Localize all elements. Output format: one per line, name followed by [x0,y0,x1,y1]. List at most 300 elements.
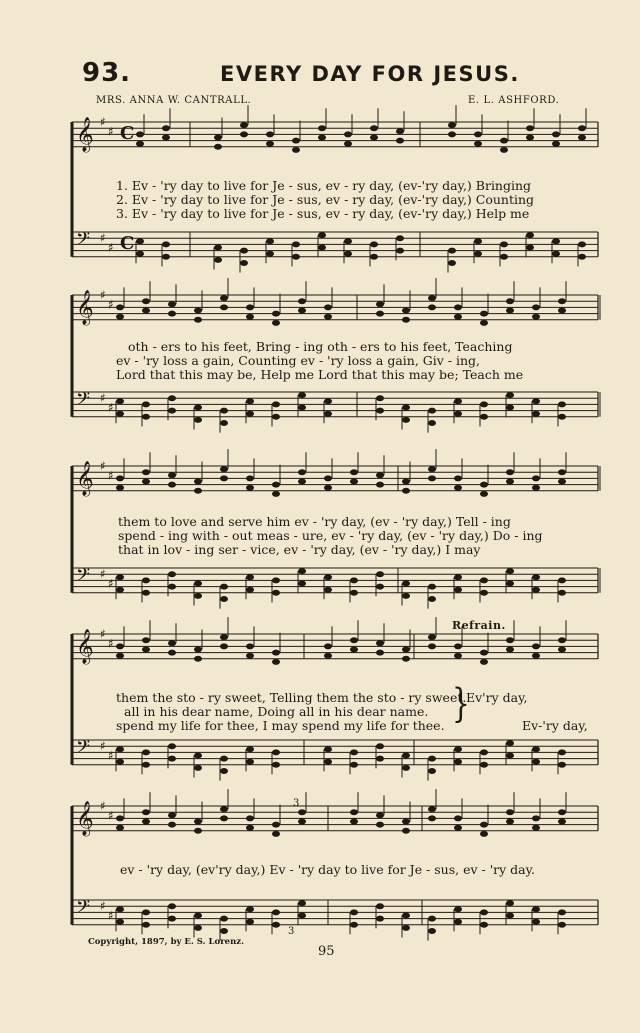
note-head [376,640,384,646]
note-head [266,131,274,137]
note-head [376,584,384,590]
note-head [168,812,176,818]
note-head [220,806,228,812]
note-head [168,743,176,749]
note-head [532,906,540,912]
note-head [292,254,300,260]
note-head [116,475,124,481]
note-head [506,479,514,485]
treble-clef: 𝄞 [76,461,94,496]
note-head [500,241,508,247]
note-head [324,475,332,481]
note-head [220,916,228,922]
note-head [376,301,384,307]
note-head [532,485,540,491]
note-head [376,571,384,577]
note-head [428,596,436,602]
note-head [272,909,280,915]
note-head [402,488,410,494]
note-head [272,650,280,656]
page-number: 95 [318,944,335,959]
note-head [324,587,332,593]
note-head [558,469,566,475]
note-head [454,314,462,320]
note-head [506,900,514,906]
note-head [506,469,514,475]
note-head [168,916,176,922]
note-head [162,125,170,131]
note-head [370,241,378,247]
note-head [324,746,332,752]
note-head [526,232,534,238]
note-head [402,828,410,834]
note-head [474,131,482,137]
note-head [272,414,280,420]
note-head [454,475,462,481]
note-head [246,815,254,821]
note-head [370,135,378,141]
note-head [370,254,378,260]
note-head [428,928,436,934]
note-head [142,909,150,915]
note-head [454,825,462,831]
note-head [298,809,306,815]
lyric-line: oth - ers to his feet, Bring - ing oth - ers to his feet, Teaching [128,339,513,354]
note-head [344,251,352,257]
note-head [350,469,358,475]
note-head [298,819,306,825]
treble-clef: 𝄞 [76,629,94,664]
note-head [526,135,534,141]
note-head [240,131,248,137]
sharp-sign: ♯ [100,288,106,302]
note-head [142,647,150,653]
note-head [272,590,280,596]
note-head [168,482,176,488]
note-head [240,122,248,128]
note-head [246,759,254,765]
lyric-line: them the sto - ry sweet, Telling them the sto - ry sweet. [116,690,467,705]
note-head [428,466,436,472]
note-head [506,637,514,643]
note-head [136,141,144,147]
note-head [324,759,332,765]
note-head [376,743,384,749]
sharp-sign: ♯ [108,240,114,255]
note-head [558,308,566,314]
lyric-line: spend my life for thee, I may spend my life for thee. [116,718,445,733]
note-head [428,806,436,812]
note-head [194,581,202,587]
note-head [506,913,514,919]
note-head [194,308,202,314]
note-head [272,311,280,317]
note-head [558,762,566,768]
treble-clef: 𝄞 [76,117,94,152]
note-head [168,311,176,317]
note-head [246,411,254,417]
note-head [506,298,514,304]
note-head [220,928,228,934]
note-head [246,919,254,925]
note-head [344,141,352,147]
note-head [116,314,124,320]
note-head [116,919,124,925]
note-head [376,408,384,414]
note-head [350,577,358,583]
note-head [168,472,176,478]
note-head [194,647,202,653]
sharp-sign: ♯ [108,808,114,823]
note-head [350,922,358,928]
note-head [220,768,228,774]
note-head [350,749,358,755]
note-head [454,574,462,580]
note-head [350,819,358,825]
note-head [266,238,274,244]
sharp-sign: ♯ [108,636,114,651]
note-head [272,831,280,837]
note-head [292,147,300,153]
triplet-mark: 3 [293,798,300,809]
note-head [344,238,352,244]
note-head [532,398,540,404]
note-head [194,479,202,485]
sharp-sign: ♯ [100,115,106,129]
note-head [168,571,176,577]
note-head [220,304,228,310]
note-head [500,138,508,144]
note-head [454,759,462,765]
note-head [116,643,124,649]
note-head [480,320,488,326]
note-head [220,643,228,649]
lyric-line: them to love and serve him ev - 'ry day, (ev - 'ry day,) Tell - ing [118,514,511,529]
note-head [142,414,150,420]
note-head [448,122,456,128]
note-head [142,762,150,768]
copyright-notice: Copyright, 1897, by E. S. Lorenz. [88,937,245,947]
note-head [318,135,326,141]
note-head [402,656,410,662]
note-head [272,922,280,928]
note-head [558,819,566,825]
note-head [402,765,410,771]
lyric-line: 1. Ev - 'ry day to live for Je - sus, ev - ry day, (ev-'ry day,) Bringing [116,178,532,193]
note-head [578,254,586,260]
note-head [298,913,306,919]
note-head [292,241,300,247]
sharp-sign: ♯ [108,468,114,483]
note-head [246,906,254,912]
note-head [558,637,566,643]
treble-clef: 𝄞 [76,290,94,325]
note-head [402,317,410,323]
note-head [168,584,176,590]
note-head [116,587,124,593]
note-head [500,254,508,260]
note-head [402,417,410,423]
note-head [376,650,384,656]
bass-clef: 𝄢 [76,229,91,254]
note-head [558,749,566,755]
note-head [220,756,228,762]
note-head [240,260,248,266]
note-head [246,746,254,752]
note-head [142,298,150,304]
note-head [142,469,150,475]
note-head [272,659,280,665]
note-head [532,411,540,417]
sharp-sign: ♯ [100,459,106,473]
bass-clef: 𝄢 [76,737,91,762]
sharp-sign: ♯ [100,627,106,641]
lyric-line: ev - 'ry loss a gain, Counting ev - 'ry loss a gain, Giv - ing, [116,353,481,368]
note-head [428,304,436,310]
note-head [350,762,358,768]
note-head [220,596,228,602]
note-head [428,420,436,426]
note-head [214,245,222,251]
note-head [246,653,254,659]
note-head [246,475,254,481]
note-head [448,260,456,266]
note-head [350,647,358,653]
note-head [532,574,540,580]
note-head [370,125,378,131]
note-head [116,815,124,821]
note-head [526,245,534,251]
note-head [220,584,228,590]
note-head [298,469,306,475]
note-head [558,909,566,915]
note-head [324,411,332,417]
note-head [318,245,326,251]
note-head [142,749,150,755]
note-head [506,809,514,815]
note-head [136,131,144,137]
note-head [116,825,124,831]
note-head [246,485,254,491]
note-head [324,485,332,491]
sharp-sign: ♯ [100,231,106,246]
note-head [552,141,560,147]
note-head [402,647,410,653]
note-head [272,577,280,583]
note-head [162,241,170,247]
note-head [558,401,566,407]
note-head [454,643,462,649]
hymn-number: 93. [82,58,132,88]
note-head [402,308,410,314]
note-head [298,581,306,587]
note-head [318,232,326,238]
note-head [532,825,540,831]
note-head [506,647,514,653]
note-head [448,248,456,254]
note-head [454,653,462,659]
note-head [428,768,436,774]
note-head [272,482,280,488]
note-head [298,308,306,314]
note-head [532,314,540,320]
note-head [292,138,300,144]
note-head [168,822,176,828]
note-head [402,753,410,759]
note-head [350,479,358,485]
note-head [552,251,560,257]
note-head [142,577,150,583]
note-head [454,746,462,752]
note-head [376,395,384,401]
verse-brace: } [452,680,470,727]
note-head [116,906,124,912]
note-head [532,304,540,310]
note-head [532,746,540,752]
note-head [506,740,514,746]
note-head [558,590,566,596]
sharp-sign: ♯ [108,908,114,923]
note-head [344,131,352,137]
refrain-lyric: Ev'ry day, [466,690,528,705]
note-head [376,482,384,488]
note-head [136,251,144,257]
note-head [376,472,384,478]
note-head [552,238,560,244]
note-head [428,475,436,481]
note-head [480,491,488,497]
note-head [194,417,202,423]
note-head [194,405,202,411]
note-head [454,815,462,821]
note-head [298,298,306,304]
note-head [558,922,566,928]
note-head [162,254,170,260]
note-head [428,295,436,301]
hymn-title: EVERY DAY FOR JESUS. [220,62,520,86]
note-head [532,587,540,593]
sharp-sign: ♯ [100,739,106,754]
note-head [428,815,436,821]
note-head [220,408,228,414]
note-head [350,590,358,596]
note-head [246,825,254,831]
note-head [402,581,410,587]
note-head [116,485,124,491]
note-head [246,587,254,593]
note-head [194,753,202,759]
note-head [376,311,384,317]
note-head [214,144,222,150]
sharp-sign: ♯ [100,391,106,406]
note-head [506,581,514,587]
lyric-line: 2. Ev - 'ry day to live for Je - sus, ev - ry day, (ev-'ry day,) Counting [116,192,535,207]
note-head [454,485,462,491]
note-head [194,913,202,919]
note-head [220,420,228,426]
note-head [350,809,358,815]
lyric-line: spend - ing with - out meas - ure, ev - 'ry day, (ev - 'ry day,) Do - ing [118,528,543,543]
sharp-sign: ♯ [108,124,114,139]
note-head [402,819,410,825]
note-head [532,759,540,765]
note-head [116,759,124,765]
sharp-sign: ♯ [100,899,106,914]
note-head [454,919,462,925]
note-head [376,822,384,828]
note-head [214,257,222,263]
note-head [168,408,176,414]
note-head [116,574,124,580]
note-head [428,408,436,414]
note-head [214,135,222,141]
note-head [246,304,254,310]
note-head [272,822,280,828]
note-head [240,248,248,254]
note-head [168,640,176,646]
note-head [220,295,228,301]
note-head [142,590,150,596]
note-head [454,398,462,404]
note-head [266,251,274,257]
note-head [506,819,514,825]
note-head [396,128,404,134]
note-head [220,815,228,821]
triplet-mark: 3 [288,926,295,937]
note-head [350,637,358,643]
note-head [246,398,254,404]
note-head [142,308,150,314]
note-head [168,301,176,307]
note-head [116,398,124,404]
note-head [324,314,332,320]
note-head [376,812,384,818]
note-head [396,235,404,241]
note-head [480,749,488,755]
note-head [142,922,150,928]
note-head [162,135,170,141]
note-head [428,756,436,762]
note-head [428,643,436,649]
note-head [402,925,410,931]
note-head [272,762,280,768]
note-head [246,314,254,320]
note-head [136,238,144,244]
note-head [298,405,306,411]
note-head [532,919,540,925]
note-head [298,568,306,574]
note-head [506,392,514,398]
bass-clef: 𝄢 [76,565,91,590]
note-head [324,574,332,580]
note-head [168,903,176,909]
note-head [396,248,404,254]
note-head [246,643,254,649]
note-head [272,491,280,497]
note-head [142,401,150,407]
note-head [298,479,306,485]
note-head [558,577,566,583]
note-head [168,395,176,401]
note-head [578,125,586,131]
note-head [506,568,514,574]
note-head [220,634,228,640]
lyric-line: 3. Ev - 'ry day to live for Je - sus, ev - ry day, (ev-'ry day,) Help me [116,206,530,221]
note-head [142,637,150,643]
sharp-sign: ♯ [108,400,114,415]
note-head [428,584,436,590]
refrain-lyric: Ev-'ry day, [522,718,588,733]
